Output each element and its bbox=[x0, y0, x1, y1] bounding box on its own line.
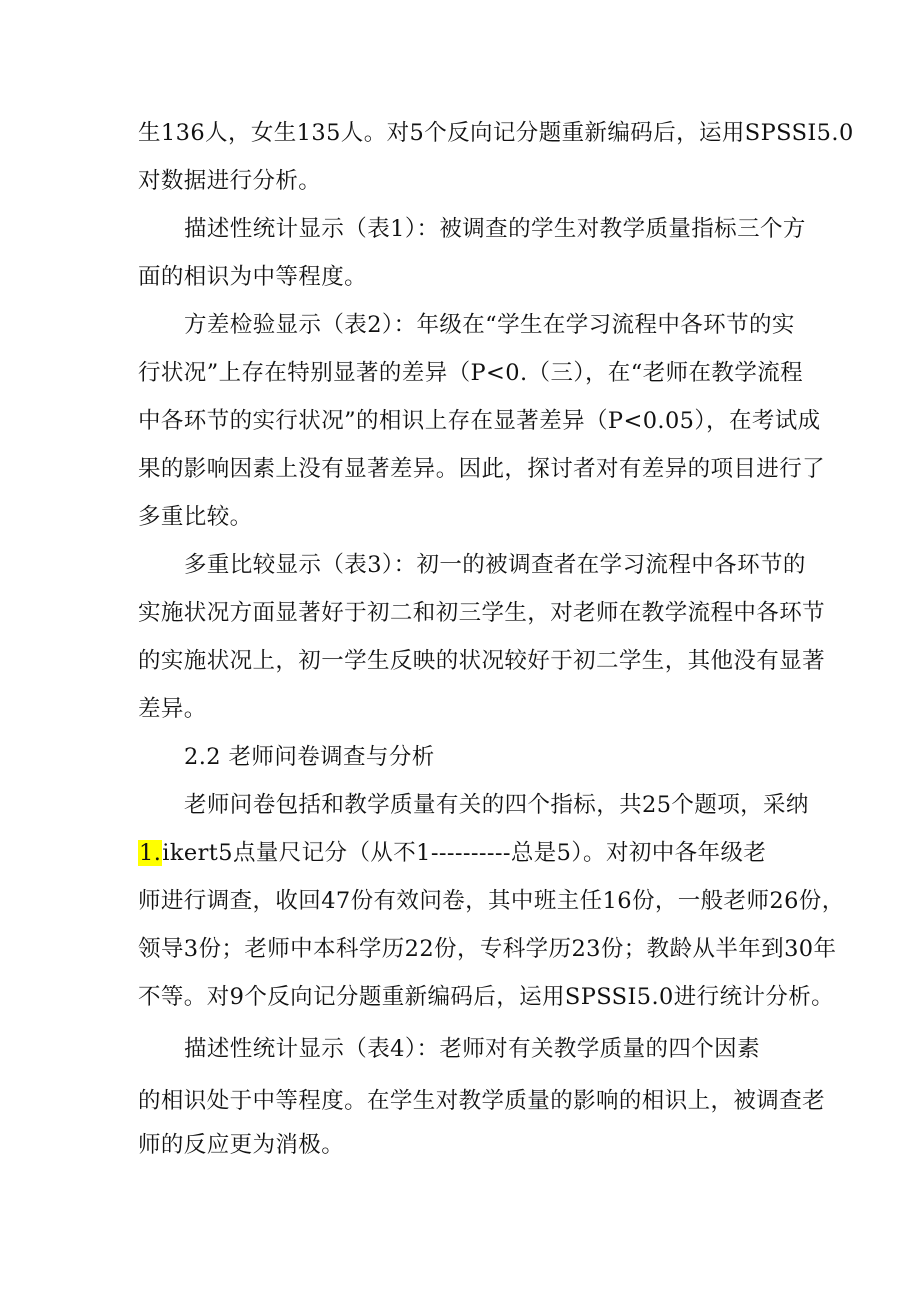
text-line: 方差检验显示（表2）：年级在“学生在学习流程中各环节的实 bbox=[184, 312, 795, 338]
text-line: 师进行调查，收回47份有效问卷，其中班主任16份，一般老师26份， bbox=[138, 888, 845, 914]
text-line: 师的反应更为消极。 bbox=[138, 1132, 345, 1158]
text-line: 面的相识为中等程度。 bbox=[138, 264, 368, 290]
text-line: 的实施状况上，初一学生反映的状况较好于初二学生，其他没有显著 bbox=[138, 648, 826, 674]
text-line: 差异。 bbox=[138, 696, 207, 722]
text-line: 不等。对9个反向记分题重新编码后，运用SPSSI5.0进行统计分析。 bbox=[138, 984, 835, 1010]
text-line: 行状况”上存在特别显著的差异（P<0.（三），在“老师在教学流程 bbox=[138, 360, 804, 386]
text-span: ikert5点量尺记分（从不1----------总是5）。对初中各年级老 bbox=[162, 840, 767, 866]
text-line: 描述性统计显示（表4）：老师对有关教学质量的四个因素 bbox=[184, 1036, 760, 1062]
text-line: 老师问卷包括和教学质量有关的四个指标，共25个题项，采纳 bbox=[184, 792, 809, 818]
text-line: 多重比较。 bbox=[138, 504, 253, 530]
text-line bbox=[138, 838, 798, 868]
text-line: 对数据进行分析。 bbox=[138, 168, 322, 194]
text-line: 实施状况方面显著好于初二和初三学生，对老师在教学流程中各环节 bbox=[138, 600, 826, 626]
highlighted-text: 1. bbox=[139, 840, 162, 866]
text-line: 多重比较显示（表3）：初一的被调查者在学习流程中各环节的 bbox=[184, 552, 806, 578]
text-line: 描述性统计显示（表1）：被调查的学生对教学质量指标三个方 bbox=[184, 216, 806, 242]
text-line: 领导3份；老师中本科学历22份，专科学历23份；教龄从半年到30年 bbox=[138, 936, 837, 962]
section-heading: 2.2 老师问卷调查与分析 bbox=[184, 744, 435, 770]
text-line: 生136人，女生135人。对5个反向记分题重新编码后，运用SPSSI5.0 bbox=[138, 120, 854, 146]
text-line: 中各环节的实行状况”的相识上存在显著差异（P<0.05），在考试成 bbox=[138, 408, 821, 434]
text-line: 的相识处于中等程度。在学生对教学质量的影响的相识上，被调查老 bbox=[138, 1088, 826, 1114]
text-line: 果的影响因素上没有显著差异。因此，探讨者对有差异的项目进行了 bbox=[138, 456, 826, 482]
